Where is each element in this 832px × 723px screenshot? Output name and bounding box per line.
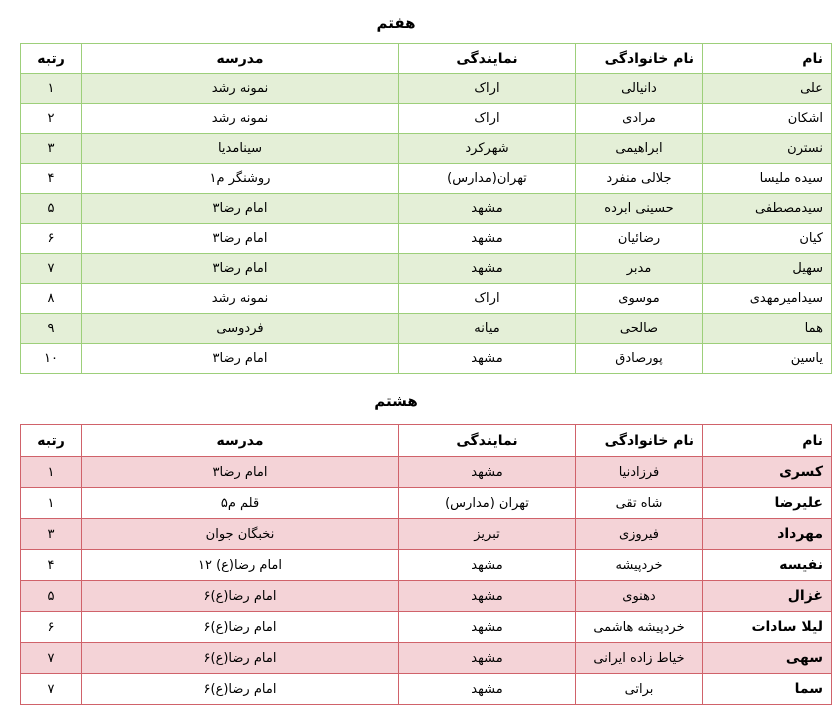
cell-school: نمونه رشد [82,74,399,104]
table-row [21,457,832,488]
table-row [21,194,832,224]
grade7-title: هفتم [376,14,416,32]
header-name: نام [703,425,832,457]
cell-family: خردپیشه [576,550,703,581]
header-family: نام خانوادگی [576,44,703,74]
cell-rank: ۴ [21,164,82,194]
cell-name: سیده ملیسا [703,164,832,194]
cell-representation: تبریز [399,519,576,550]
cell-rank: ۹ [21,314,82,344]
cell-family: حسینی ابرده [576,194,703,224]
table-row [21,674,832,705]
cell-rank: ۱۰ [21,344,82,374]
cell-family: موسوی [576,284,703,314]
cell-name: کسری [703,457,832,488]
cell-representation: مشهد [399,194,576,224]
cell-name: سهیل [703,254,832,284]
table-row [21,284,832,314]
cell-name: نفیسه [703,550,832,581]
table-row [21,550,832,581]
cell-representation: مشهد [399,550,576,581]
table-row [21,519,832,550]
cell-representation: تهران (مدارس) [399,488,576,519]
cell-rank: ۶ [21,612,82,643]
table-row [21,581,832,612]
cell-representation: مشهد [399,344,576,374]
table-row [21,134,832,164]
cell-rank: ۷ [21,254,82,284]
cell-name: نسترن [703,134,832,164]
cell-family: ابراهیمی [576,134,703,164]
grade8-table [20,424,832,705]
cell-school: امام رضا۳ [82,457,399,488]
cell-school: امام رضا۳ [82,194,399,224]
grade7-table [20,43,832,374]
cell-school: سینامدیا [82,134,399,164]
cell-representation: اراک [399,104,576,134]
cell-family: پورصادق [576,344,703,374]
cell-family: دهنوی [576,581,703,612]
header-school: مدرسه [82,44,399,74]
cell-family: براتی [576,674,703,705]
cell-family: شاه تقی [576,488,703,519]
cell-school: امام رضا۳ [82,254,399,284]
cell-representation: مشهد [399,643,576,674]
cell-school: امام رضا۳ [82,344,399,374]
table-row [21,164,832,194]
cell-rank: ۵ [21,194,82,224]
table-row [21,224,832,254]
header-representation: نمایندگی [399,425,576,457]
header-representation: نمایندگی [399,44,576,74]
header-name: نام [703,44,832,74]
table-row [21,74,832,104]
cell-name: علیرضا [703,488,832,519]
cell-school: امام رضا(ع) ۱۲ [82,550,399,581]
cell-representation: اراک [399,74,576,104]
cell-school: قلم م۵ [82,488,399,519]
cell-representation: میانه [399,314,576,344]
cell-name: هما [703,314,832,344]
cell-school: امام رضا(ع)۶ [82,612,399,643]
table-row [21,314,832,344]
header-rank: رتبه [21,425,82,457]
cell-family: جلالی منفرد [576,164,703,194]
cell-name: علی [703,74,832,104]
cell-name: مهرداد [703,519,832,550]
table-row [21,104,832,134]
cell-family: مدبر [576,254,703,284]
cell-representation: مشهد [399,674,576,705]
cell-rank: ۱ [21,74,82,104]
cell-rank: ۳ [21,519,82,550]
table-row [21,344,832,374]
cell-representation: مشهد [399,612,576,643]
cell-school: نمونه رشد [82,284,399,314]
cell-family: خردپیشه هاشمی [576,612,703,643]
table-row [21,488,832,519]
cell-representation: شهرکرد [399,134,576,164]
cell-name: سیدامیرمهدی [703,284,832,314]
cell-rank: ۱ [21,488,82,519]
cell-representation: تهران(مدارس) [399,164,576,194]
cell-representation: مشهد [399,224,576,254]
cell-rank: ۱ [21,457,82,488]
cell-school: امام رضا(ع)۶ [82,643,399,674]
cell-rank: ۲ [21,104,82,134]
cell-name: سیدمصطفی [703,194,832,224]
cell-representation: اراک [399,284,576,314]
header-family: نام خانوادگی [576,425,703,457]
cell-rank: ۷ [21,643,82,674]
cell-representation: مشهد [399,581,576,612]
cell-name: اشکان [703,104,832,134]
cell-family: فرزادنیا [576,457,703,488]
grade8-title: هشتم [374,392,418,410]
cell-school: امام رضا۳ [82,224,399,254]
cell-rank: ۸ [21,284,82,314]
cell-family: خیاط زاده ایرانی [576,643,703,674]
cell-rank: ۷ [21,674,82,705]
cell-family: فیروزی [576,519,703,550]
cell-family: مرادی [576,104,703,134]
table-row [21,612,832,643]
cell-representation: مشهد [399,254,576,284]
cell-representation: مشهد [399,457,576,488]
cell-family: صالحی [576,314,703,344]
cell-rank: ۶ [21,224,82,254]
cell-name: سهی [703,643,832,674]
cell-school: امام رضا(ع)۶ [82,674,399,705]
cell-name: یاسین [703,344,832,374]
table-header-row [21,44,832,74]
cell-school: نخبگان جوان [82,519,399,550]
cell-name: سما [703,674,832,705]
header-rank: رتبه [21,44,82,74]
cell-name: غزال [703,581,832,612]
cell-name: لیلا سادات [703,612,832,643]
cell-school: نمونه رشد [82,104,399,134]
cell-school: فردوسی [82,314,399,344]
cell-school: امام رضا(ع)۶ [82,581,399,612]
cell-school: روشنگر م۱ [82,164,399,194]
cell-family: رضائیان [576,224,703,254]
table-row [21,254,832,284]
table-header-row [21,425,832,457]
cell-rank: ۴ [21,550,82,581]
cell-rank: ۳ [21,134,82,164]
header-school: مدرسه [82,425,399,457]
table-row [21,643,832,674]
cell-name: کیان [703,224,832,254]
cell-rank: ۵ [21,581,82,612]
cell-family: دانیالی [576,74,703,104]
